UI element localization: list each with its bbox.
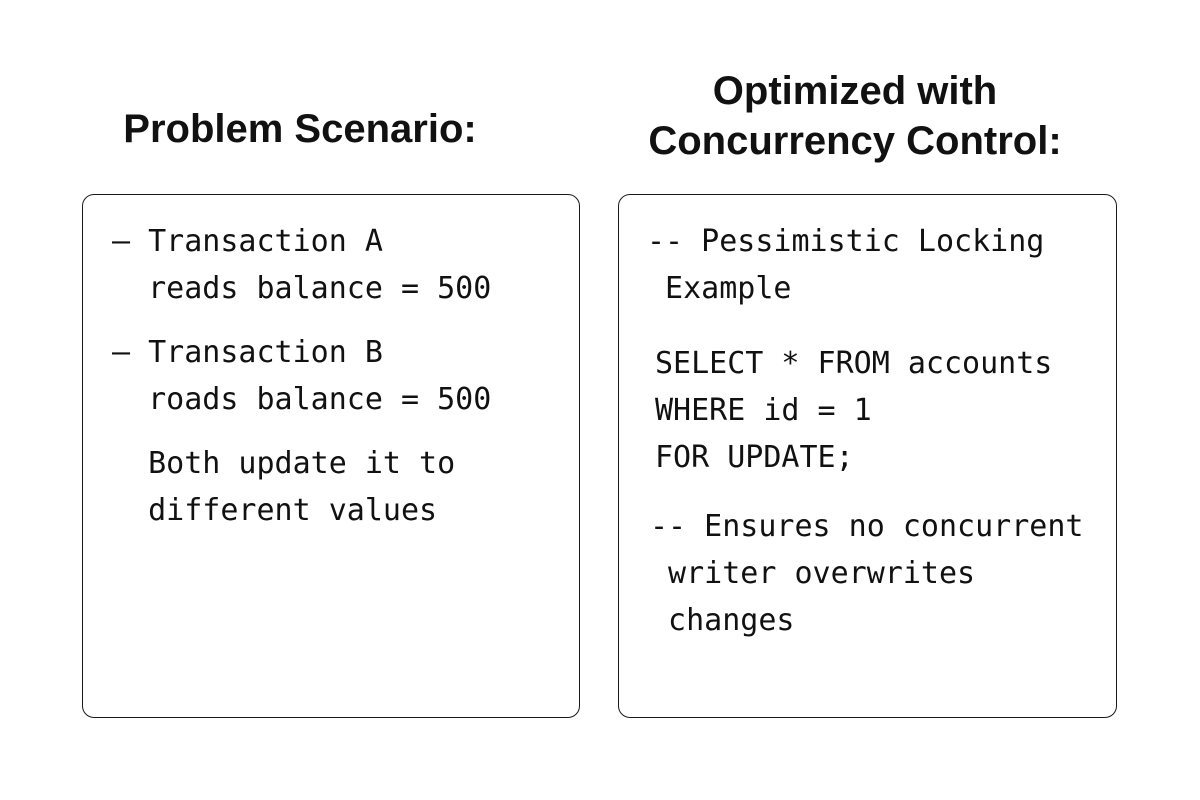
sql-comment-line: Example (647, 271, 792, 306)
sql-code-line: FOR UPDATE; (655, 440, 854, 475)
problem-scenario-heading: Problem Scenario: (123, 107, 477, 151)
optimized-heading-line-1: Optimized with (712, 69, 998, 113)
sql-comment-line: -- Ensures no concurrent (650, 509, 1084, 544)
problem-item-line: different values (112, 493, 438, 528)
problem-item-line: roads balance = 500 (112, 382, 492, 417)
problem-item-line: Both update it to (112, 446, 456, 481)
sql-comment-ensures (650, 503, 1083, 644)
sql-comment-line: changes (650, 603, 795, 638)
problem-item-outcome (112, 440, 455, 534)
sql-code-line: WHERE id = 1 (655, 393, 872, 428)
sql-code-line: SELECT * FROM accounts (655, 346, 1053, 381)
problem-item-transaction-a (112, 218, 491, 312)
problem-item-line: – Transaction A (112, 224, 383, 259)
sql-code-block (655, 340, 1052, 481)
optimized-heading (600, 66, 1110, 166)
sql-comment-line: -- Pessimistic Locking (647, 224, 1045, 259)
problem-item-line: – Transaction B (112, 335, 383, 370)
optimized-heading-line-2: Concurrency Control: (648, 119, 1062, 163)
sql-comment-line: writer overwrites (650, 556, 976, 591)
problem-item-transaction-b (112, 329, 491, 423)
problem-item-line: reads balance = 500 (112, 271, 492, 306)
sql-comment-pessimistic-locking (647, 218, 1044, 312)
